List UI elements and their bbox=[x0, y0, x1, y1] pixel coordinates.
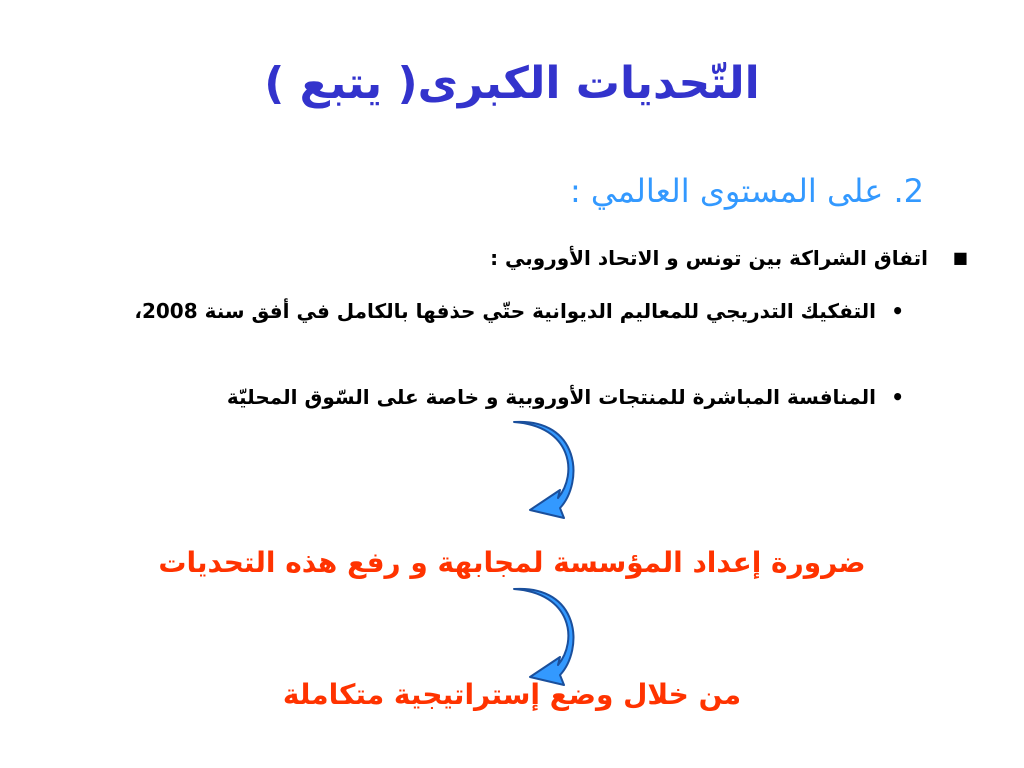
sub-bullet-text: المنافسة المباشرة للمنتجات الأوروبية و خاصة على السّوق المحليّة bbox=[226, 385, 876, 409]
strategy-text: من خلال وضع إستراتيجية متكاملة bbox=[282, 678, 742, 711]
bullet-text: اتفاق الشراكة بين تونس و الاتحاد الأوروبي : bbox=[490, 246, 928, 270]
sub-bullet-item bbox=[116, 290, 904, 332]
slide-title: التّحديات الكبرى( يتبع ) bbox=[264, 58, 760, 109]
sub-bullet-item bbox=[226, 376, 904, 418]
dot-bullet-icon: • bbox=[891, 385, 904, 409]
curved-arrow-icon bbox=[510, 418, 582, 530]
sub-bullet-text: التفكيك التدريجي للمعاليم الديوانية حتّي حذفها بالكامل في أفق سنة 2008، bbox=[134, 299, 876, 323]
section-heading: 2. على المستوى العالمي : bbox=[569, 172, 924, 210]
bullet-item bbox=[490, 246, 968, 270]
square-bullet-icon: ■ bbox=[952, 248, 968, 267]
consequence-text: ضرورة إعداد المؤسسة لمجابهة و رفع هذه التحديات bbox=[158, 546, 866, 579]
dot-bullet-icon: • bbox=[891, 299, 904, 323]
